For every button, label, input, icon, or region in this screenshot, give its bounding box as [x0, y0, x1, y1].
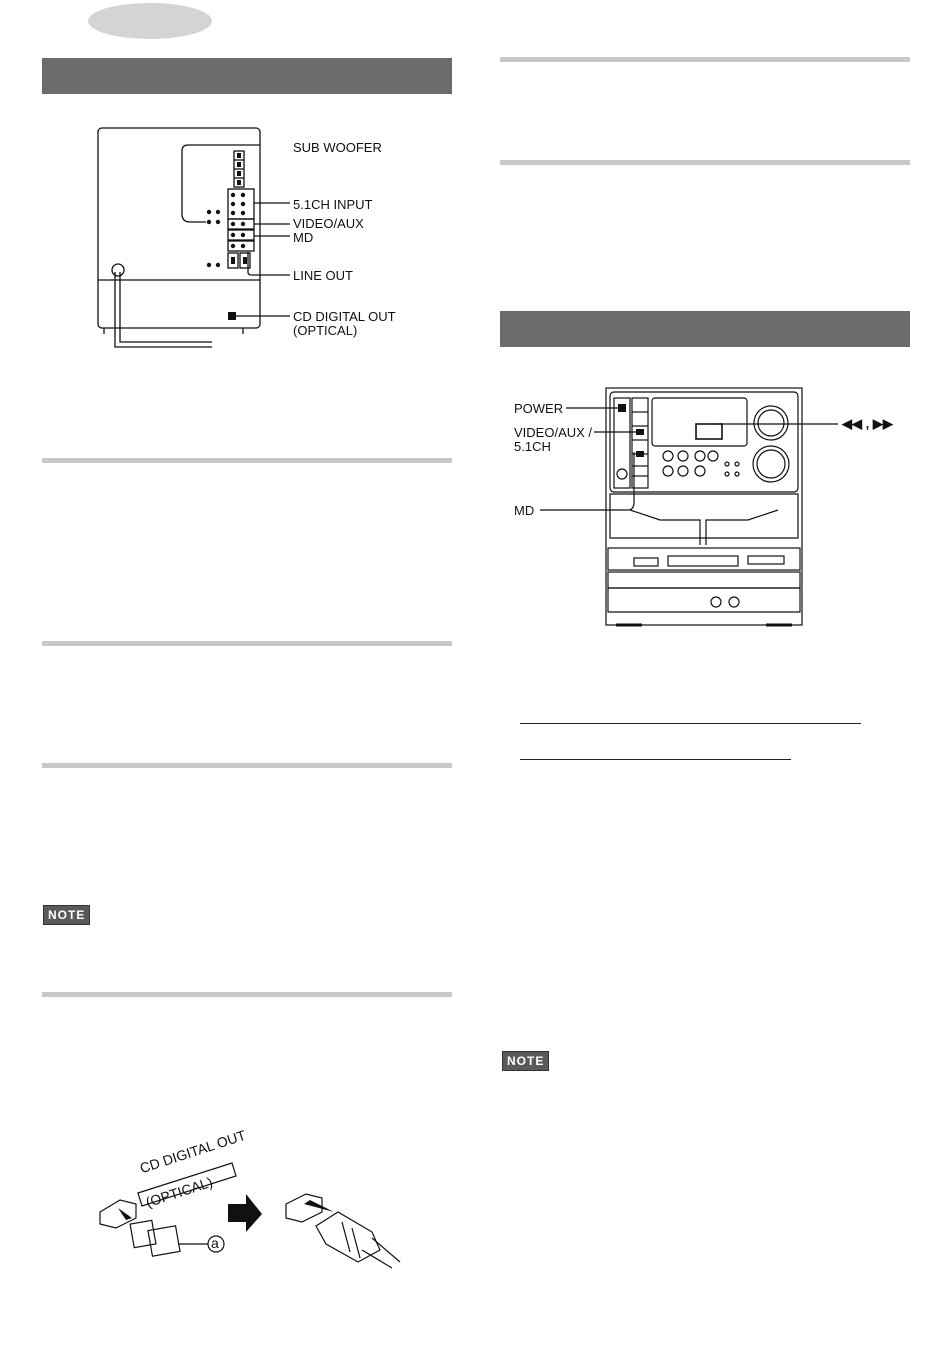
- label-optical: (OPTICAL): [293, 323, 358, 338]
- label-power: POWER: [514, 401, 564, 416]
- label-plate-optical: (OPTICAL): [143, 1173, 215, 1211]
- label-md-front: MD: [514, 503, 535, 518]
- label-sub-woofer: SUB WOOFER: [293, 140, 382, 155]
- label-video-aux-51ch-2: 5.1CH: [514, 439, 551, 454]
- label-skip-buttons: ◀◀ , ▶▶: [842, 416, 893, 431]
- label-line-out: LINE OUT: [293, 268, 353, 283]
- note-badge-left: NOTE: [43, 905, 90, 925]
- label-video-aux: VIDEO/AUX: [293, 216, 364, 231]
- label-md-rear: MD: [293, 230, 314, 245]
- label-cd-digital-out: CD DIGITAL OUT: [293, 309, 396, 324]
- label-plate-cd-digital-out: CD DIGITAL OUT: [137, 1126, 248, 1177]
- label-51ch-input: 5.1CH INPUT: [293, 197, 373, 212]
- note-badge-right: NOTE: [502, 1051, 549, 1071]
- label-video-aux-51ch-1: VIDEO/AUX /: [514, 425, 593, 440]
- callout-a: a: [211, 1235, 219, 1251]
